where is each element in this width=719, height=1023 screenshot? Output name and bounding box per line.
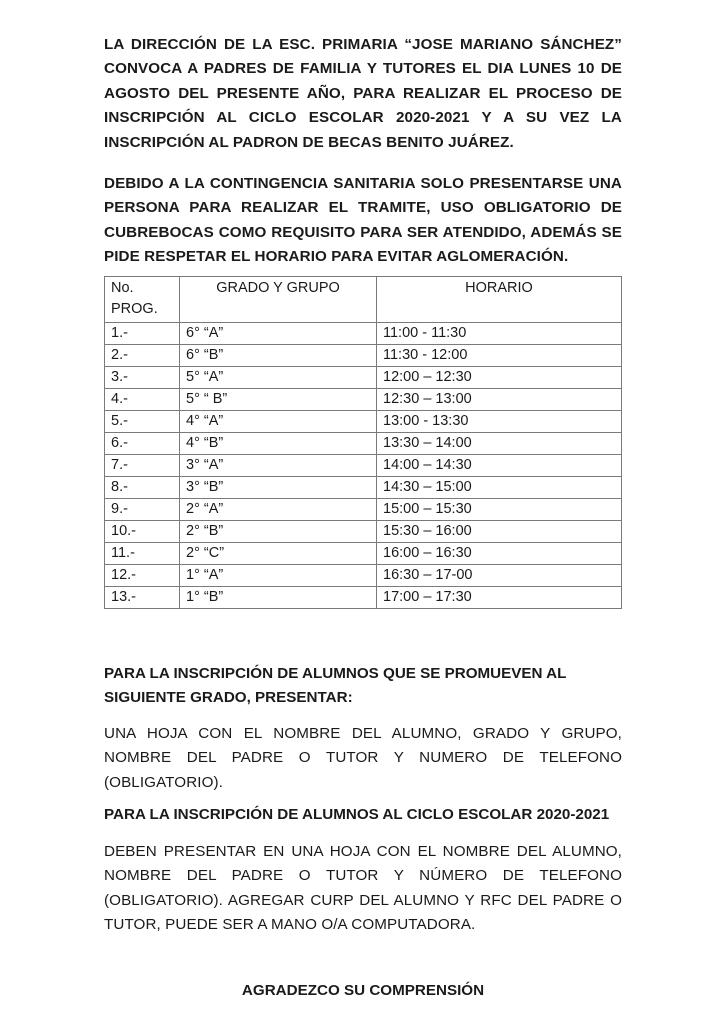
- cell-horario: 11:30 - 12:00: [377, 345, 622, 367]
- cell-horario: 14:30 – 15:00: [377, 477, 622, 499]
- cell-horario: 15:00 – 15:30: [377, 499, 622, 521]
- cell-no: 11.-: [105, 543, 180, 565]
- closing-text: AGRADEZCO SU COMPRENSIÓN: [241, 982, 485, 999]
- table-row: [105, 587, 622, 609]
- body-line: (OBLIGATORIO).: [104, 773, 223, 791]
- cell-grupo: 6° “A”: [180, 323, 377, 345]
- cell-no: 3.-: [105, 367, 180, 389]
- notice-line: DEBIDO A LA CONTINGENCIA SANITARIA SOLO PRESENTARSE UNA: [104, 175, 622, 192]
- cell-grupo: 5° “A”: [180, 367, 377, 389]
- body-line: NOMBRE DEL PADRE O TUTOR Y NUMERO DE TELEFONO: [104, 749, 622, 767]
- cell-horario: 11:00 - 11:30: [377, 323, 622, 345]
- notice-paragraph: [104, 172, 622, 270]
- table-header-row: [105, 277, 622, 323]
- header-no-prog: No. PROG.: [105, 277, 180, 323]
- intro-line: AGOSTO DEL PRESENTE AÑO, PARA REALIZAR EL PROCESO DE: [104, 84, 622, 102]
- body-line: (OBLIGATORIO). AGREGAR CURP DEL ALUMNO Y RFC DEL PADRE O: [104, 891, 622, 909]
- cell-grupo: 4° “A”: [180, 411, 377, 433]
- cell-grupo: 3° “A”: [180, 455, 377, 477]
- notice-line: PIDE RESPETAR EL HORARIO PARA EVITAR AGLOMERACIÓN.: [104, 248, 569, 266]
- cell-grupo: 1° “A”: [180, 565, 377, 587]
- table-row: [105, 433, 622, 455]
- intro-line: INSCRIPCIÓN AL PADRON DE BECAS BENITO JUÁREZ.: [104, 133, 514, 151]
- table-row: [105, 323, 622, 345]
- table-row: [105, 411, 622, 433]
- new-enrollment-body: [104, 840, 622, 938]
- cell-grupo: 4° “B”: [180, 433, 377, 455]
- table-row: [105, 565, 622, 587]
- header-grado-grupo: GRADO Y GRUPO: [180, 277, 377, 323]
- cell-grupo: 6° “B”: [180, 345, 377, 367]
- promote-section-body: [104, 722, 622, 795]
- schedule-table: [104, 276, 622, 609]
- cell-no: 6.-: [105, 433, 180, 455]
- cell-horario: 16:30 – 17-00: [377, 565, 622, 587]
- cell-no: 9.-: [105, 499, 180, 521]
- body-line: NOMBRE DEL PADRE O TUTOR Y NÚMERO DE TELEFONO: [104, 867, 622, 885]
- cell-no: 2.-: [105, 345, 180, 367]
- cell-grupo: 2° “A”: [180, 499, 377, 521]
- cell-no: 12.-: [105, 565, 180, 587]
- intro-line: CONVOCA A PADRES DE FAMILIA Y TUTORES EL DIA LUNES 10 DE: [104, 60, 622, 78]
- cell-grupo: 3° “B”: [180, 477, 377, 499]
- table-row: [105, 477, 622, 499]
- table-row: [105, 345, 622, 367]
- cell-horario: 14:00 – 14:30: [377, 455, 622, 477]
- intro-line: INSCRIPCIÓN AL CICLO ESCOLAR 2020-2021 Y A SU VEZ LA: [104, 109, 622, 127]
- notice-line: PERSONA PARA REALIZAR EL TRAMITE, USO OBLIGATORIO DE: [104, 199, 622, 217]
- cell-no: 4.-: [105, 389, 180, 411]
- promote-section-heading: [104, 662, 622, 710]
- table-row: [105, 455, 622, 477]
- intro-line: LA DIRECCIÓN DE LA ESC. PRIMARIA “JOSE MARIANO SÁNCHEZ”: [104, 36, 622, 53]
- cell-no: 10.-: [105, 521, 180, 543]
- cell-grupo: 1° “B”: [180, 587, 377, 609]
- cell-horario: 12:00 – 12:30: [377, 367, 622, 389]
- cell-grupo: 2° “C”: [180, 543, 377, 565]
- body-line: UNA HOJA CON EL NOMBRE DEL ALUMNO, GRADO Y GRUPO,: [104, 725, 622, 742]
- table-row: [105, 389, 622, 411]
- body-line: TUTOR, PUEDE SER A MANO O/A COMPUTADORA.: [104, 916, 476, 934]
- cell-no: 13.-: [105, 587, 180, 609]
- cell-no: 8.-: [105, 477, 180, 499]
- intro-paragraph: [104, 33, 622, 155]
- cell-no: 7.-: [105, 455, 180, 477]
- table-row: [105, 543, 622, 565]
- cell-horario: 13:30 – 14:00: [377, 433, 622, 455]
- cell-horario: 13:00 - 13:30: [377, 411, 622, 433]
- cell-horario: 16:00 – 16:30: [377, 543, 622, 565]
- cell-horario: 17:00 – 17:30: [377, 587, 622, 609]
- cell-grupo: 2° “B”: [180, 521, 377, 543]
- cell-no: 1.-: [105, 323, 180, 345]
- table-row: [105, 367, 622, 389]
- table-row: [105, 521, 622, 543]
- table-row: [105, 499, 622, 521]
- notice-line: CUBREBOCAS COMO REQUISITO PARA SER ATENDIDO, ADEMÁS SE: [104, 223, 622, 241]
- heading-line: SIGUIENTE GRADO, PRESENTAR:: [104, 689, 353, 706]
- new-enrollment-heading: PARA LA INSCRIPCIÓN DE ALUMNOS AL CICLO ESCOLAR 2020-2021: [104, 806, 610, 823]
- cell-no: 5.-: [105, 411, 180, 433]
- cell-grupo: 5° “ B”: [180, 389, 377, 411]
- header-horario: HORARIO: [377, 277, 622, 323]
- cell-horario: 12:30 – 13:00: [377, 389, 622, 411]
- body-line: DEBEN PRESENTAR EN UNA HOJA CON EL NOMBRE DEL ALUMNO,: [104, 843, 622, 860]
- cell-horario: 15:30 – 16:00: [377, 521, 622, 543]
- heading-line: PARA LA INSCRIPCIÓN DE ALUMNOS QUE SE PROMUEVEN AL: [104, 665, 567, 682]
